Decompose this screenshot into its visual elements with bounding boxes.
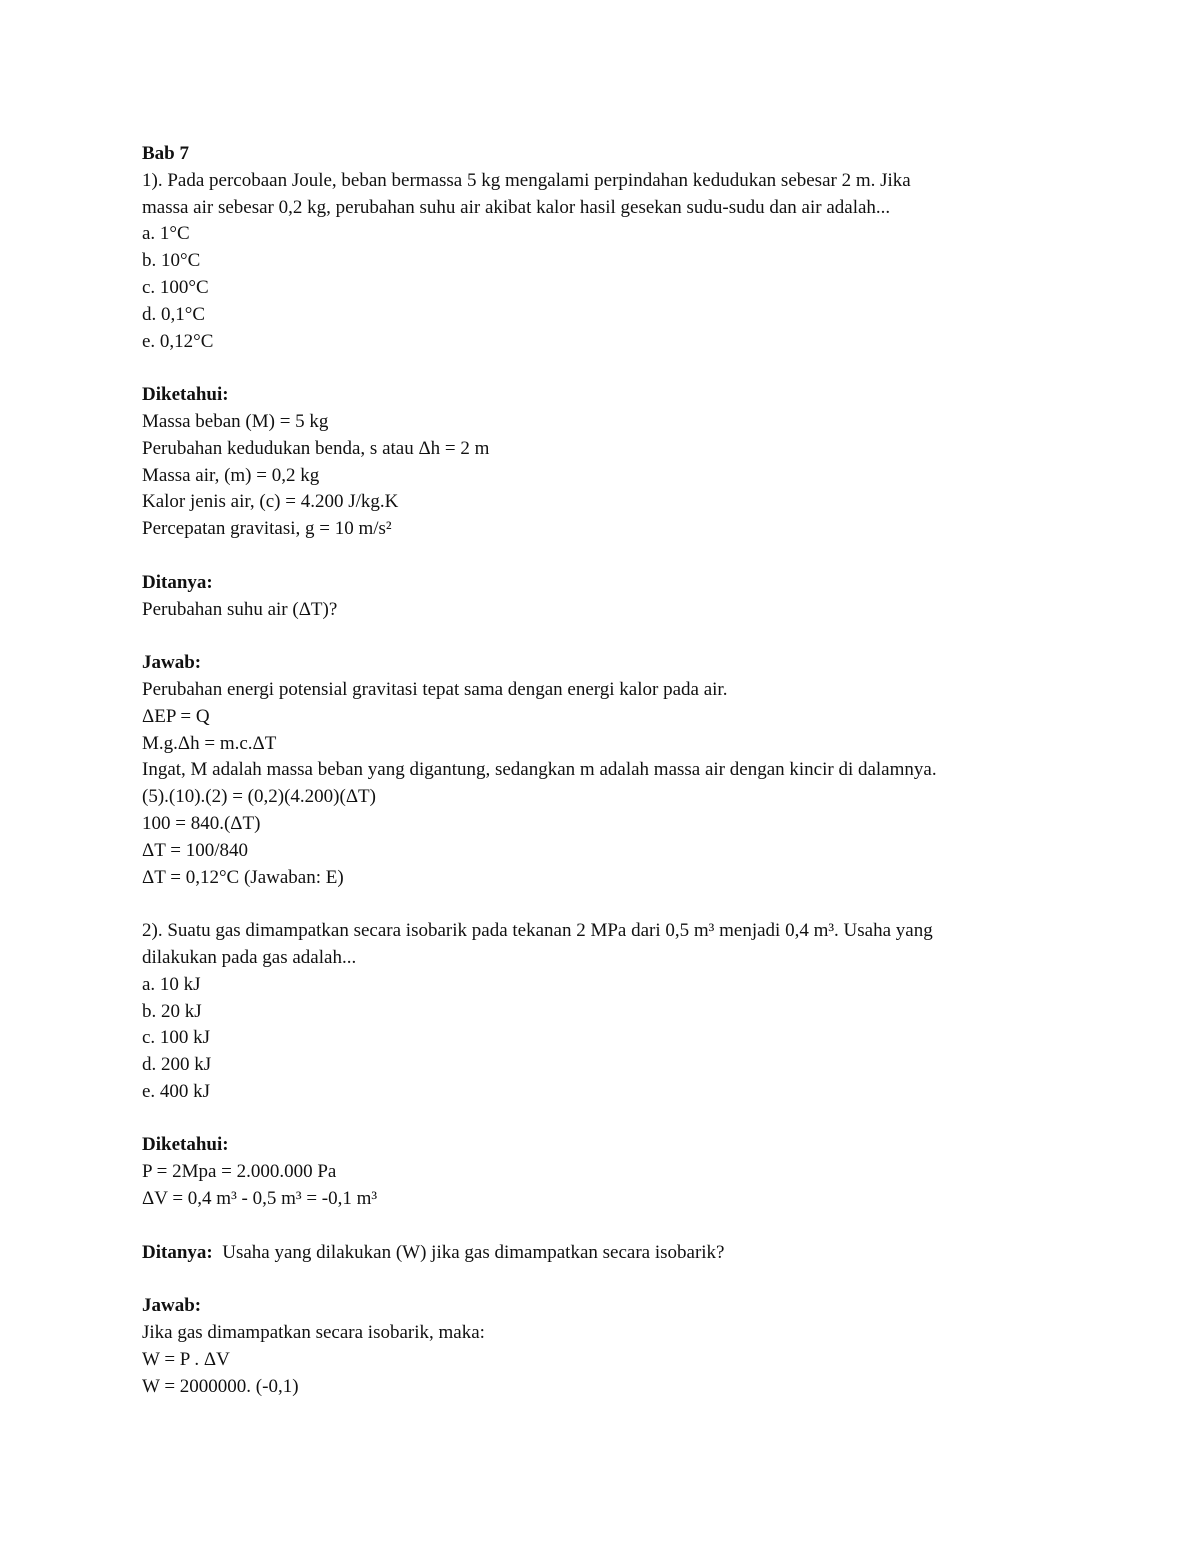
q1-answer-line: (5).(10).(2) = (0,2)(4.200)(ΔT) <box>142 786 376 808</box>
spacer <box>142 891 1062 918</box>
q1-option-d: d. 0,1°C <box>142 303 206 325</box>
q2-known-heading: Diketahui: <box>142 1134 229 1156</box>
q1-asked-heading: Ditanya: <box>142 571 213 593</box>
spacer <box>142 1106 1062 1133</box>
q2-answer-line: W = 2000000. (-0,1) <box>142 1375 299 1397</box>
q2-asked-line <box>142 1240 1062 1267</box>
spacer <box>142 623 1062 650</box>
q2-asked-text: Usaha yang dilakukan (W) jika gas dimampatkan secara isobarik? <box>222 1241 725 1263</box>
q2-question-line-1: 2). Suatu gas dimampatkan secara isobarik pada tekanan 2 MPa dari 0,5 m³ menjadi 0,4 m³. Usaha yang <box>142 920 933 942</box>
q1-known-item: Perubahan kedudukan benda, s atau Δh = 2 m <box>142 437 490 459</box>
q2-answer-line: W = P . ΔV <box>142 1348 230 1370</box>
q1-answer-line: ΔT = 0,12°C (Jawaban: E) <box>142 866 344 888</box>
q1-option-a: a. 1°C <box>142 223 190 245</box>
q1-option-e: e. 0,12°C <box>142 330 214 352</box>
q1-answer-line: ΔEP = Q <box>142 705 210 727</box>
q1-answer-line: M.g.Δh = m.c.ΔT <box>142 732 277 754</box>
q1-answer-line: ΔT = 100/840 <box>142 839 248 861</box>
q1-known-heading: Diketahui: <box>142 384 229 406</box>
q2-answer-line: Jika gas dimampatkan secara isobarik, maka: <box>142 1322 485 1344</box>
q1-option-c: c. 100°C <box>142 276 209 298</box>
q2-asked-heading: Ditanya: <box>142 1241 213 1263</box>
document-page <box>142 141 1062 1400</box>
q1-known-item: Massa beban (M) = 5 kg <box>142 410 329 432</box>
q2-option-e: e. 400 kJ <box>142 1080 211 1102</box>
q1-answer-line: Ingat, M adalah massa beban yang digantung, sedangkan m adalah massa air dengan kincir di dalamnya. <box>142 759 937 781</box>
spacer <box>142 1213 1062 1240</box>
q2-question-line-2: dilakukan pada gas adalah... <box>142 946 357 968</box>
q1-known-item: Massa air, (m) = 0,2 kg <box>142 464 320 486</box>
spacer <box>142 543 1062 570</box>
q2-answer-heading: Jawab: <box>142 1295 202 1317</box>
q1-question-line-2: massa air sebesar 0,2 kg, perubahan suhu air akibat kalor hasil gesekan sudu-sudu dan air adalah... <box>142 196 891 218</box>
q1-known-item: Percepatan gravitasi, g = 10 m/s² <box>142 518 392 540</box>
q1-known-item: Kalor jenis air, (c) = 4.200 J/kg.K <box>142 491 399 513</box>
q1-answer-heading: Jawab: <box>142 652 202 674</box>
q2-option-a: a. 10 kJ <box>142 973 201 995</box>
q1-answer-line: Perubahan energi potensial gravitasi tepat sama dengan energi kalor pada air. <box>142 678 728 700</box>
chapter-title: Bab 7 <box>142 143 189 164</box>
q1-answer-line: 100 = 840.(ΔT) <box>142 812 261 834</box>
q2-known-item: P = 2Mpa = 2.000.000 Pa <box>142 1161 337 1183</box>
q2-option-b: b. 20 kJ <box>142 1000 202 1022</box>
spacer <box>142 355 1062 382</box>
q2-option-c: c. 100 kJ <box>142 1027 211 1049</box>
q2-option-d: d. 200 kJ <box>142 1054 212 1076</box>
q1-option-b: b. 10°C <box>142 250 201 272</box>
spacer <box>142 1266 1062 1293</box>
q1-question-line-1: 1). Pada percobaan Joule, beban bermassa 5 kg mengalami perpindahan kedudukan sebesar 2 m. Jika <box>142 169 911 191</box>
q1-asked-text: Perubahan suhu air (ΔT)? <box>142 598 338 620</box>
q2-known-item: ΔV = 0,4 m³ - 0,5 m³ = -0,1 m³ <box>142 1188 378 1210</box>
